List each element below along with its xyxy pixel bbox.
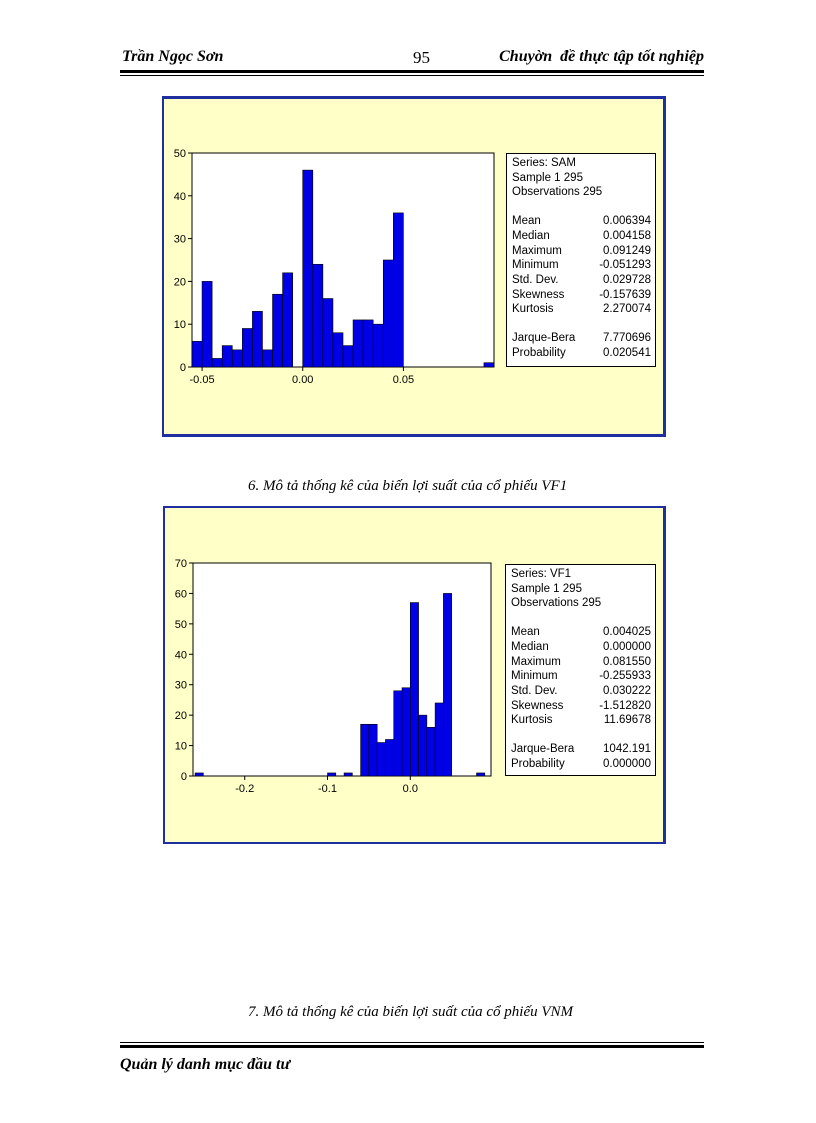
y-tick-label: 60 (174, 588, 187, 601)
histogram-bar (222, 346, 232, 367)
y-tick-label: 40 (174, 649, 187, 662)
histogram-bar (377, 743, 385, 776)
stats-row: Median 0.000000 (511, 640, 651, 653)
stats-row: Skewness -0.157639 (512, 288, 651, 301)
histogram-bar (283, 273, 293, 367)
histogram-bar (252, 311, 262, 367)
stats-box-vf1 (505, 564, 656, 776)
x-tick-label: 0.05 (392, 374, 415, 386)
histogram-bar (344, 773, 352, 776)
histogram-bar (402, 688, 410, 776)
y-tick-label: 30 (174, 679, 187, 692)
y-tick-label: 20 (174, 710, 187, 723)
header-author: Trần Ngọc Sơn (122, 48, 224, 65)
histogram-bar (192, 341, 202, 367)
header-rule (120, 70, 704, 73)
footer-rule-thick (120, 1045, 704, 1048)
histogram-bar (419, 715, 427, 776)
histogram-bar (443, 593, 451, 776)
stats-row-jarque-bera: Jarque-Bera 1042.191 (511, 743, 651, 756)
histogram-bar (363, 320, 373, 367)
chart-panel-vf1 (163, 506, 666, 844)
histogram-bar (427, 727, 435, 776)
header-rule-thin (120, 75, 704, 76)
histogram-bar (369, 724, 377, 776)
x-tick-label: 0.0 (402, 783, 418, 795)
histogram-bar (323, 299, 333, 367)
stats-row-probability: Probability 0.000000 (511, 757, 651, 770)
histogram-bar (385, 739, 393, 776)
histogram-bar (435, 703, 443, 776)
y-tick-label: 0 (179, 362, 186, 374)
y-tick-label: 50 (174, 618, 187, 631)
footer-rule (120, 1042, 704, 1043)
x-tick-label: -0.1 (318, 783, 337, 795)
stats-rows (511, 625, 651, 728)
histogram-bar (273, 294, 283, 367)
histogram-bar (410, 603, 418, 776)
stats-rows (512, 214, 651, 317)
stats-observations: Observations 295 (512, 186, 603, 199)
stats-row: Maximum 0.091249 (512, 244, 651, 257)
histogram-bar (212, 358, 222, 367)
histogram-bar (262, 350, 272, 367)
histogram-bar (202, 281, 212, 367)
stats-row: Kurtosis 2.270074 (512, 303, 651, 316)
y-tick-label: 10 (174, 740, 187, 753)
stats-row: Kurtosis 11.69678 (511, 714, 651, 727)
histogram-bar (477, 773, 485, 776)
histogram-bar (373, 324, 383, 367)
footer-text: Quản lý danh mục đầu tư (120, 1056, 291, 1073)
y-tick-label: 30 (173, 233, 186, 246)
header-title: Chuyờn đề thực tập tốt nghiệp (499, 48, 704, 65)
histogram-bar (394, 691, 402, 776)
histogram-bar (232, 350, 242, 367)
x-tick-label: 0.00 (292, 374, 314, 386)
caption-vnm: 7. Mô tả thống kê của biến lợi suất của cổ phiếu VNM (248, 1004, 574, 1020)
histogram-bar (242, 328, 252, 367)
histogram-bar (361, 724, 369, 776)
histogram-bar (343, 346, 353, 367)
histogram-bar (353, 320, 363, 367)
y-tick-label: 50 (173, 148, 186, 160)
chart-panel-sam (162, 96, 666, 437)
histogram-bar (484, 363, 494, 367)
stats-row: Mean 0.004025 (511, 626, 651, 639)
y-tick-label: 70 (174, 558, 187, 570)
y-tick-label: 10 (173, 319, 186, 332)
x-tick-label: -0.05 (189, 374, 215, 386)
stats-series: Series: SAM (512, 157, 576, 169)
y-tick-label: 0 (180, 771, 187, 783)
stats-row: Median 0.004158 (512, 229, 651, 242)
stats-series: Series: VF1 (511, 568, 572, 580)
histogram-bar (333, 333, 343, 367)
x-tick-label: -0.2 (235, 783, 255, 795)
stats-row: Std. Dev. 0.030222 (511, 684, 651, 697)
stats-sample: Sample 1 295 (512, 171, 583, 184)
histogram-bar (195, 773, 203, 776)
stats-row-jarque-bera: Jarque-Bera 7.770696 (512, 332, 651, 345)
histogram-bar (393, 213, 403, 367)
stats-row-probability: Probability 0.020541 (512, 346, 651, 359)
header-page-number: 95 (413, 48, 430, 67)
histogram-bar (383, 260, 393, 367)
histogram-bar (313, 264, 323, 367)
stats-row: Minimum -0.255933 (511, 670, 651, 683)
y-tick-label: 40 (173, 190, 186, 203)
caption-vf1: 6. Mô tả thống kê của biến lợi suất của cổ phiếu VF1 (248, 478, 568, 494)
stats-row: Maximum 0.081550 (511, 655, 651, 668)
histogram-bar (303, 170, 313, 367)
stats-box-sam (506, 153, 656, 367)
stats-row: Minimum -0.051293 (512, 259, 651, 272)
stats-row: Mean 0.006394 (512, 215, 651, 228)
histogram-bar (328, 773, 336, 776)
y-tick-label: 20 (173, 276, 186, 289)
stats-row: Std. Dev. 0.029728 (512, 273, 651, 286)
stats-observations: Observations 295 (511, 597, 602, 610)
stats-sample: Sample 1 295 (511, 582, 582, 595)
stats-row: Skewness -1.512820 (511, 699, 651, 712)
